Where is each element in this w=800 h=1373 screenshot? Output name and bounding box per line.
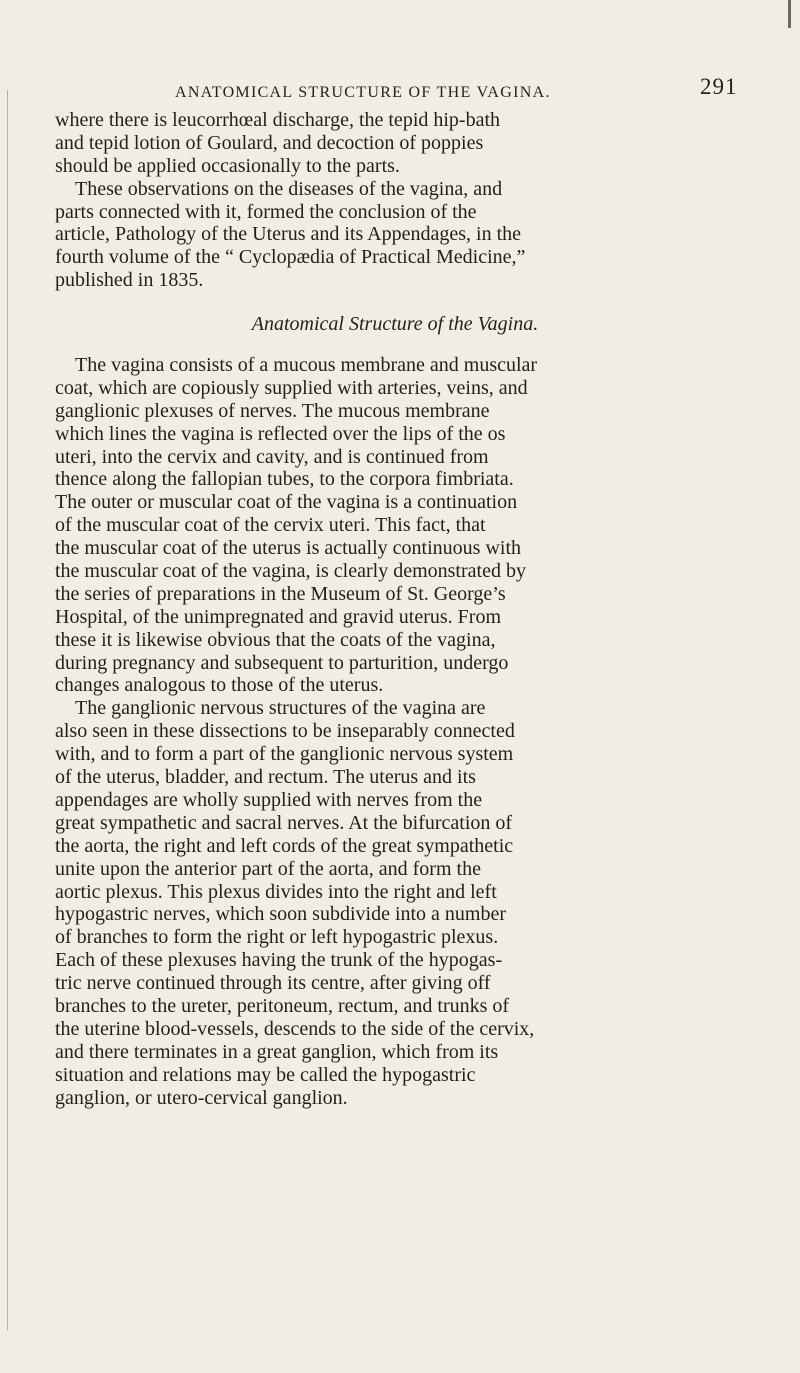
text-line: situation and relations may be called the hypogastric [55,1063,476,1086]
text-line: The vagina consists of a mucous membrane and muscular [75,354,538,377]
text-line: during pregnancy and subsequent to parturition, undergo [55,651,509,674]
text-line: ganglionic plexuses of nerves. The mucous membrane [55,399,490,422]
text-line: article, Pathology of the Uterus and its Appendages, in the [55,223,522,246]
running-head: ANATOMICAL STRUCTURE OF THE VAGINA. [175,84,551,101]
text-line: where there is leucorrhœal discharge, the tepid hip-bath [55,109,501,131]
text-line: published in 1835. [55,269,204,292]
text-line: coat, which are copiously supplied with arteries, veins, and [55,376,528,399]
text-line: aortic plexus. This plexus divides into the right and left [55,880,497,903]
text-line: ganglion, or utero-cervical ganglion. [55,1086,348,1109]
text-line: of the muscular coat of the cervix uteri. This fact, that [55,514,486,537]
text-line: the series of preparations in the Museum of St. George’s [55,582,506,605]
text-line: these it is likewise obvious that the coats of the vagina, [55,628,496,651]
paragraph-1 [55,109,735,178]
text-line: of branches to form the right or left hypogastric plexus. [55,926,499,949]
text-line: branches to the ureter, peritoneum, rectum, and trunks of [55,994,510,1017]
text-line: Each of these plexuses having the trunk of the hypogas- [55,949,503,972]
page-edge-mark [788,0,791,28]
text-line: tric nerve continued through its centre, after giving off [55,972,491,995]
page-number: 291 [700,74,738,99]
text-line: the muscular coat of the uterus is actually continuous with [55,537,521,560]
text-line: great sympathetic and sacral nerves. At the bifurcation of [55,811,513,834]
text-line: appendages are wholly supplied with nerves from the [55,788,483,811]
text-line: Hospital, of the unimpregnated and gravid uterus. From [55,605,502,628]
text-line: should be applied occasionally to the parts. [55,154,400,177]
text-line: The ganglionic nervous structures of the vagina are [75,697,486,720]
text-line: hypogastric nerves, which soon subdivide into a number [55,903,507,926]
text-line: and tepid lotion of Goulard, and decoction of poppies [55,131,484,154]
text-line: the aorta, the right and left cords of the great sympathetic [55,834,514,857]
text-line: The outer or muscular coat of the vagina is a continuation [55,491,518,514]
text-line: unite upon the anterior part of the aorta, and form the [55,857,481,880]
text-line: uteri, into the cervix and cavity, and is continued from [55,445,489,468]
paragraph-2 [55,178,735,292]
paragraph-4 [55,697,735,1109]
text-line: These observations on the diseases of the vagina, and [75,177,503,200]
text-line: changes analogous to those of the uterus. [55,674,384,697]
paragraph-3 [55,354,735,697]
gutter-shadow [7,90,8,1330]
text-line: and there terminates in a great ganglion, which from its [55,1040,499,1063]
text-line: also seen in these dissections to be inseparably connected [55,720,515,743]
text-line: with, and to form a part of the ganglionic nervous system [55,743,514,766]
text-line: the uterine blood-vessels, descends to the side of the cervix, [55,1017,535,1040]
section-heading: Anatomical Structure of the Vagina. [251,313,539,336]
text-line: parts connected with it, formed the conclusion of the [55,200,477,223]
text-line: which lines the vagina is reflected over the lips of the os [55,422,506,445]
text-line: fourth volume of the “ Cyclopædia of Practical Medicine,” [55,246,526,269]
text-line: of the uterus, bladder, and rectum. The uterus and its [55,766,476,789]
text-line: the muscular coat of the vagina, is clearly demonstrated by [55,560,526,583]
text-line: thence along the fallopian tubes, to the corpora fimbriata. [55,468,514,491]
body-text [55,109,735,1109]
